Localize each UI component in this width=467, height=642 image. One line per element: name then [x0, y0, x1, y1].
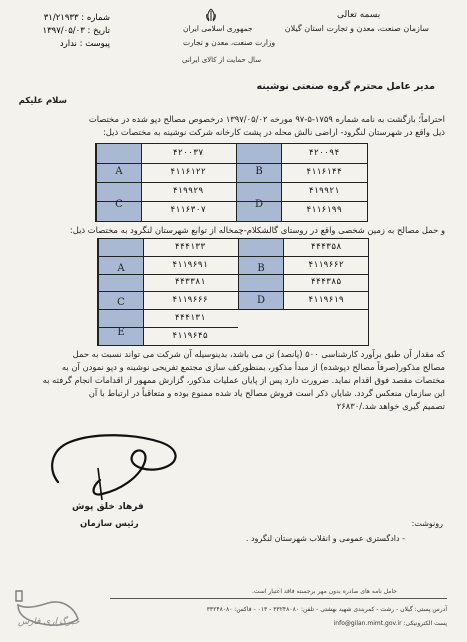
table-cell: ۴۴۴۳۵۸: [310, 242, 342, 252]
coordinates-table-destination: [97, 238, 369, 346]
table-cell: ۴۲۰۰۹۴: [308, 148, 340, 158]
paragraph-3-line: این سازمان منعکس گردد. شایان ذکر است فروش مصالح یاد شده ممنوع بوده و متعاقباً در ارتباط با آن: [88, 388, 445, 398]
footer-rule: [110, 598, 447, 599]
footer-address: آدرس پستی: گیلان - رشت - کمربندی شهید بهشتی - تلفن: ۳۳۲۴۸۰۸۰ - ۰۱۳ - فاکس: ۳۳۲۴۸۰۸۰: [206, 606, 447, 613]
label-e: E: [117, 327, 125, 338]
number-value: ۳۱/۲۱۹۳۳: [43, 13, 79, 23]
ministry-name: وزارت صنعت، معدن و تجارت: [183, 38, 276, 47]
greeting: سلام علیکم: [18, 96, 67, 106]
watermark-label: خبرگزاری فارس: [18, 617, 80, 627]
table-divider: [98, 291, 368, 292]
cc-label: رونوشت:: [411, 519, 443, 528]
label-c: C: [115, 199, 123, 210]
date-row: [10, 25, 110, 38]
attach-label: پیوست :: [79, 39, 110, 49]
table-divider: [98, 327, 238, 328]
label-b: B: [255, 166, 263, 177]
footer-email: پست الکترونیکی: info@gilan.mimt.gov.ir: [333, 620, 447, 627]
table-divider: [98, 274, 368, 275]
news-agency-watermark: [8, 585, 88, 635]
table-divider: [98, 256, 368, 257]
table-cell: ۴۴۴۳۸۵: [310, 277, 342, 287]
label-a: A: [115, 166, 123, 177]
org-name: سازمان صنعت، معدن و تجارت استان گیلان: [284, 24, 429, 33]
cc-item: - دادگستری عمومی و انقلاب شهرستان لنگرود .: [245, 534, 405, 543]
table-cell: ۴۱۱۹۶۶۶: [172, 295, 208, 305]
label-c: C: [117, 297, 125, 308]
table-cell: ۴۱۹۹۲۹: [172, 186, 204, 196]
paragraph-1-line: احتراماً؛ بازگشت به نامه شماره ۱۷۵۹-۵-۹۷ مورخه ۱۳۹۷/۰۵/۰۲ درخصوص مصالح دپو شده در مختصات: [88, 114, 445, 124]
paragraph-1-line: ذیل واقع در شهرستان لنگرود- اراضی نالش محله در پشت کارخانه شرکت نوشینه به مختصات ذیل:: [102, 126, 445, 137]
table-divider: [96, 182, 367, 183]
paragraph-3-line: مصالح مذکور(صرفاً مصالح دپوشده) از مبدأ مذکور، بمنظورکف سازی مجتمع تفریحی نوشینه و دپو نمودن آن به: [61, 362, 445, 372]
table-cell: ۴۱۹۹۲۱: [308, 186, 340, 196]
number-row: [10, 12, 110, 25]
paragraph-3-line: مختصات مقصد فوق اقدام نماید. ضرورت دارد پس از پایان عملیات مذکور، گزارش ممهور از اقدامات انجام گرفته به: [42, 375, 445, 385]
country-name: جمهوری اسلامی ایران: [183, 24, 253, 33]
table-cell: ۴۴۳۳۸۱: [174, 277, 206, 287]
paragraph-2-line: و حمل مصالح به زمین شخصی واقع در روستای گالشکلام-چمخاله از توابع شهرستان لنگرود به مختصات ذیل:: [69, 225, 445, 235]
bismillah: بسمه تعالی: [337, 10, 381, 20]
number-label: شماره :: [81, 13, 110, 23]
table-divider: [98, 309, 368, 310]
table-2-left-label-column: [98, 239, 144, 345]
table-cell: ۴۱۱۹۶۱۹: [308, 295, 344, 305]
paragraph-3: [25, 348, 445, 413]
table-cell: ۴۴۴۱۳۱: [174, 313, 206, 323]
paragraph-2: [25, 224, 445, 237]
attach-value: ندارد: [59, 39, 77, 49]
table-cell: ۴۲۰۰۳۷: [172, 148, 204, 158]
table-cell: ۴۱۱۹۶۹۱: [172, 260, 208, 270]
table-cell: ۴۱۱۹۶۴۵: [172, 331, 208, 341]
date-value: ۱۳۹۷/۰۵/۰۳: [42, 26, 85, 36]
attach-row: [10, 38, 110, 51]
handwritten-signature: [40, 420, 190, 505]
table-cell: ۴۱۱۶۱۲۲: [170, 167, 206, 177]
label-b: B: [257, 263, 265, 274]
paragraph-3-line: تصمیم گیری خواهد شد./۲۶۸۳۰: [336, 401, 445, 411]
table-divider: [96, 201, 367, 202]
coordinates-table-origin: [95, 143, 368, 222]
date-label: تاریخ :: [87, 26, 110, 36]
fars-logo-icon: [8, 585, 88, 635]
table-cell: ۴۱۱۶۳۰۷: [170, 205, 206, 215]
table-cell: ۴۱۱۶۱۹۹: [306, 205, 342, 215]
label-a: A: [117, 263, 125, 274]
signer-title: رئیس سازمان: [80, 519, 139, 529]
table-cell: ۴۱۱۹۶۶۲: [308, 260, 344, 270]
paragraph-3-line: که مقدار آن طبق برآورد کارشناسی ۵۰۰ (پانصد) تن می باشد، بدینوسیله آن شرکت می تواند نسبت به حمل: [72, 349, 445, 359]
footer-note: حامل نامه های صادره بدون مهر برجسته فاقد اعتبار است.: [252, 588, 397, 595]
label-d: D: [254, 199, 264, 210]
letter-meta: [10, 12, 110, 51]
motto: سال حمایت از کالای ایرانی: [182, 56, 262, 64]
addressee: مدیر عامل محترم گروه صنعتی نوشینه: [256, 81, 435, 92]
table-divider: [96, 163, 367, 164]
iran-emblem-icon: [203, 8, 219, 22]
table-cell: ۴۱۱۶۱۴۴: [306, 167, 342, 177]
table-cell: ۴۴۴۱۳۳: [174, 242, 206, 252]
paragraph-1: [25, 113, 445, 138]
signer-name: فرهاد خلق پوش: [72, 502, 144, 512]
label-d: D: [256, 295, 266, 306]
